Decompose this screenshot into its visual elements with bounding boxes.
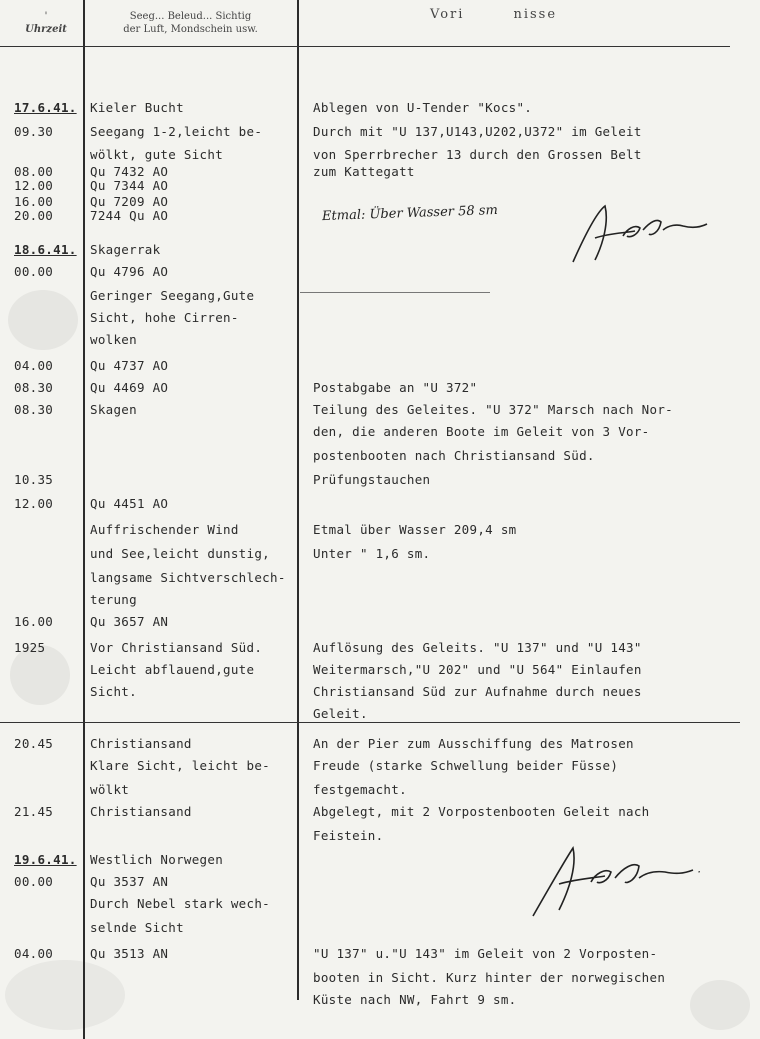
entry-time: 20.00 — [14, 208, 54, 223]
entry-conditions: Leicht abflauend,gute — [90, 662, 255, 677]
column-rule-right — [297, 0, 299, 1000]
entry-event: postenbooten nach Christiansand Süd. — [313, 448, 595, 463]
entry-conditions: Qu 3657 AN — [90, 614, 169, 629]
entry-conditions: Vor Christiansand Süd. — [90, 640, 263, 655]
entry-event: Abgelegt, mit 2 Vorpostenbooten Geleit nach — [313, 804, 650, 819]
entry-event: Durch mit "U 137,U143,U202,U372" im Geleit — [313, 124, 642, 139]
entry-conditions: Qu 4796 AO — [90, 264, 169, 279]
entry-conditions: 7244 Qu AO — [90, 208, 169, 223]
entry-time: 21.45 — [14, 804, 54, 819]
entry-conditions: Klare Sicht, leicht be- — [90, 758, 270, 773]
entry-event: Postabgabe an "U 372" — [313, 380, 478, 395]
entry-time: 08.30 — [14, 402, 54, 417]
header-events: Vori nisse — [430, 7, 558, 22]
entry-event: Küste nach NW, Fahrt 9 sm. — [313, 992, 517, 1007]
entry-time: 12.00 — [14, 178, 54, 193]
entry-conditions: Auffrischender Wind — [90, 522, 239, 537]
entry-event: Ablegen von U-Tender "Kocs". — [313, 100, 533, 115]
entry-event: Feistein. — [313, 828, 384, 843]
entry-conditions: Qu 4469 AO — [90, 380, 169, 395]
entry-conditions: Qu 7432 AO — [90, 164, 169, 179]
signature-2 — [525, 836, 715, 926]
entry-time: 12.00 — [14, 496, 54, 511]
row-rule — [0, 722, 740, 723]
entry-conditions: Qu 7344 AO — [90, 178, 169, 193]
header-conditions: Seeg... Beleud... Sichtig der Luft, Mondschein usw. — [123, 11, 258, 35]
entry-event: Auflösung des Geleits. "U 137" und "U 143" — [313, 640, 642, 655]
entry-conditions: Seegang 1-2,leicht be- — [90, 124, 263, 139]
entry-event: Freude (starke Schwellung beider Füsse) — [313, 758, 619, 773]
entry-conditions: selnde Sicht — [90, 920, 184, 935]
entry-event: von Sperrbrecher 13 durch den Grossen Belt — [313, 147, 642, 162]
entry-conditions: Skagen — [90, 402, 137, 417]
entry-time: 00.00 — [14, 264, 54, 279]
entry-time: 16.00 — [14, 614, 54, 629]
entry-conditions: Qu 4451 AO — [90, 496, 169, 511]
entry-conditions: wolken — [90, 332, 137, 347]
entry-time: 10.35 — [14, 472, 54, 487]
entry-conditions: terung — [90, 592, 137, 607]
entry-time: 16.00 — [14, 194, 54, 209]
svg-text:·: · — [697, 865, 701, 879]
entry-conditions: Qu 3537 AN — [90, 874, 169, 889]
entry-conditions: Qu 7209 AO — [90, 194, 169, 209]
entry-conditions: Christiansand — [90, 736, 192, 751]
entry-event: Unter " 1,6 sm. — [313, 546, 431, 561]
entry-time: 20.45 — [14, 736, 54, 751]
entry-event: An der Pier zum Ausschiffung des Matrosen — [313, 736, 634, 751]
entry-conditions: Geringer Seegang,Gute — [90, 288, 255, 303]
signature-1 — [565, 200, 715, 275]
entry-date: 17.6.41. — [14, 100, 77, 115]
entry-conditions: Durch Nebel stark wech- — [90, 896, 270, 911]
entry-time: 00.00 — [14, 874, 54, 889]
entry-conditions: wölkt, gute Sicht — [90, 147, 224, 162]
entry-event: Etmal über Wasser 209,4 sm — [313, 522, 517, 537]
entry-event: Teilung des Geleites. "U 372" Marsch nach Nor- — [313, 402, 673, 417]
entry-conditions: Sicht. — [90, 684, 137, 699]
entry-event: Christiansand Süd zur Aufnahme durch neues — [313, 684, 642, 699]
entry-date: 19.6.41. — [14, 852, 77, 867]
header-rule — [0, 46, 730, 47]
entry-conditions: Sicht, hohe Cirren- — [90, 310, 239, 325]
entry-event: zum Kattegatt — [313, 164, 415, 179]
entry-conditions: Kieler Bucht — [90, 100, 184, 115]
entry-time: 08.00 — [14, 164, 54, 179]
entry-conditions: wölkt — [90, 782, 130, 797]
row-rule-dashed — [300, 292, 490, 293]
entry-time: 04.00 — [14, 358, 54, 373]
entry-conditions: Qu 3513 AN — [90, 946, 169, 961]
entry-conditions: Westlich Norwegen — [90, 852, 224, 867]
entry-conditions: Qu 4737 AO — [90, 358, 169, 373]
header-time: ' Uhrzeit — [25, 11, 67, 35]
entry-event: Prüfungstauchen — [313, 472, 431, 487]
entry-event: festgemacht. — [313, 782, 407, 797]
entry-time: 1925 — [14, 640, 46, 655]
entry-event: Weitermarsch,"U 202" und "U 564" Einlaufen — [313, 662, 642, 677]
entry-conditions: und See,leicht dunstig, — [90, 546, 270, 561]
column-rule-left — [83, 0, 85, 1039]
entry-time: 09.30 — [14, 124, 54, 139]
entry-time: 04.00 — [14, 946, 54, 961]
etmal-handwritten-note: Etmal: Über Wasser 58 sm — [321, 202, 499, 225]
entry-conditions: Christiansand — [90, 804, 192, 819]
entry-event: booten in Sicht. Kurz hinter der norwegischen — [313, 970, 666, 985]
entry-conditions: Skagerrak — [90, 242, 161, 257]
entry-date: 18.6.41. — [14, 242, 77, 257]
entry-event: "U 137" u."U 143" im Geleit von 2 Vorposten- — [313, 946, 658, 961]
entry-event: den, die anderen Boote im Geleit von 3 Vor- — [313, 424, 650, 439]
entry-conditions: langsame Sichtverschlech- — [90, 570, 286, 585]
entry-time: 08.30 — [14, 380, 54, 395]
entry-event: Geleit. — [313, 706, 368, 721]
